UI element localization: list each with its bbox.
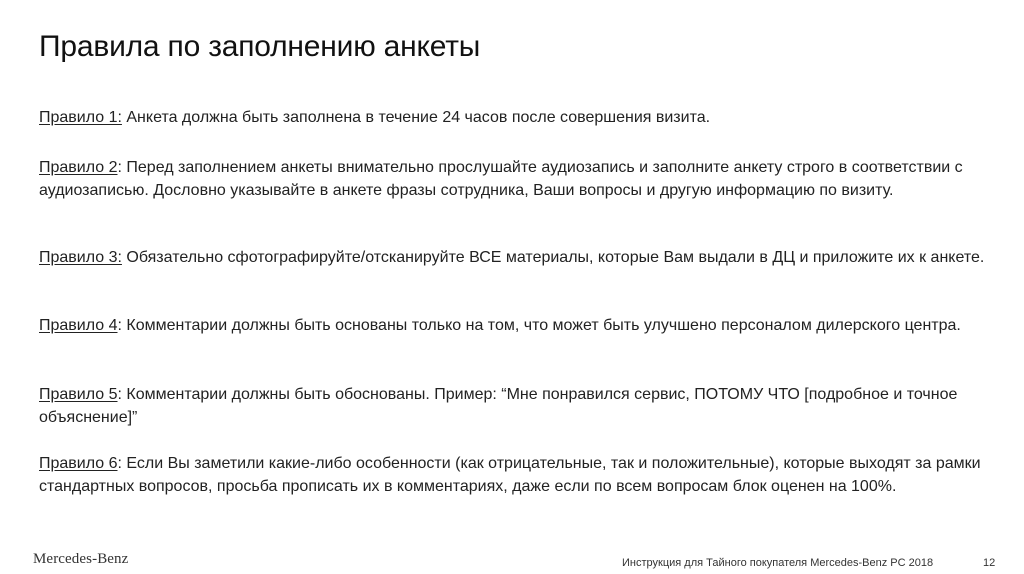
rule-3-label: Правило 3: — [39, 249, 122, 266]
rule-1-text: Анкета должна быть заполнена в течение 24 часов после совершения визита. — [121, 109, 711, 126]
footer-caption: Инструкция для Тайного покупателя Mercedes-Benz PC 2018 — [622, 557, 934, 569]
rule-5-text: : Комментарии должны быть обоснованы. Пример: “Мне понравился сервис, ПОТОМУ ЧТО [подробное и точное объяснение]” — [39, 386, 958, 426]
rule-6 — [39, 453, 989, 498]
rule-6-text: : Если Вы заметили какие-либо особенности (как отрицательные, так и положительные), которые выходят за рамки стандартных вопросов, просьба прописать их в комментариях, даже если по всем вопросам блок оценен на 100%. — [39, 455, 981, 495]
rule-2-label: Правило 2 — [39, 159, 118, 176]
rule-3 — [39, 247, 984, 270]
slide-title: Правила по заполнению анкеты — [39, 30, 481, 63]
page-number: 12 — [983, 557, 996, 569]
rule-4-label: Правило 4 — [39, 317, 118, 334]
rule-6-label: Правило 6 — [39, 455, 118, 472]
rule-4-text: : Комментарии должны быть основаны только на том, что может быть улучшено персоналом дилерского центра. — [117, 317, 961, 334]
rule-5 — [39, 384, 989, 429]
rule-1 — [39, 107, 710, 130]
rule-2 — [39, 157, 989, 202]
mercedes-benz-logo: Mercedes-Benz — [33, 551, 129, 567]
rule-4 — [39, 315, 961, 338]
rule-3-text: Обязательно сфотографируйте/отсканируйте ВСЕ материалы, которые Вам выдали в ДЦ и приложите их к анкете. — [121, 249, 985, 266]
rule-1-label: Правило 1: — [39, 109, 122, 126]
rule-5-label: Правило 5 — [39, 386, 118, 403]
rule-2-text: : Перед заполнением анкеты внимательно прослушайте аудиозапись и заполните анкету строго в соответствии с аудиозаписью. Дословно указывайте в анкете фразы сотрудника, Ваши вопросы и другую информацию по визиту. — [39, 159, 963, 199]
